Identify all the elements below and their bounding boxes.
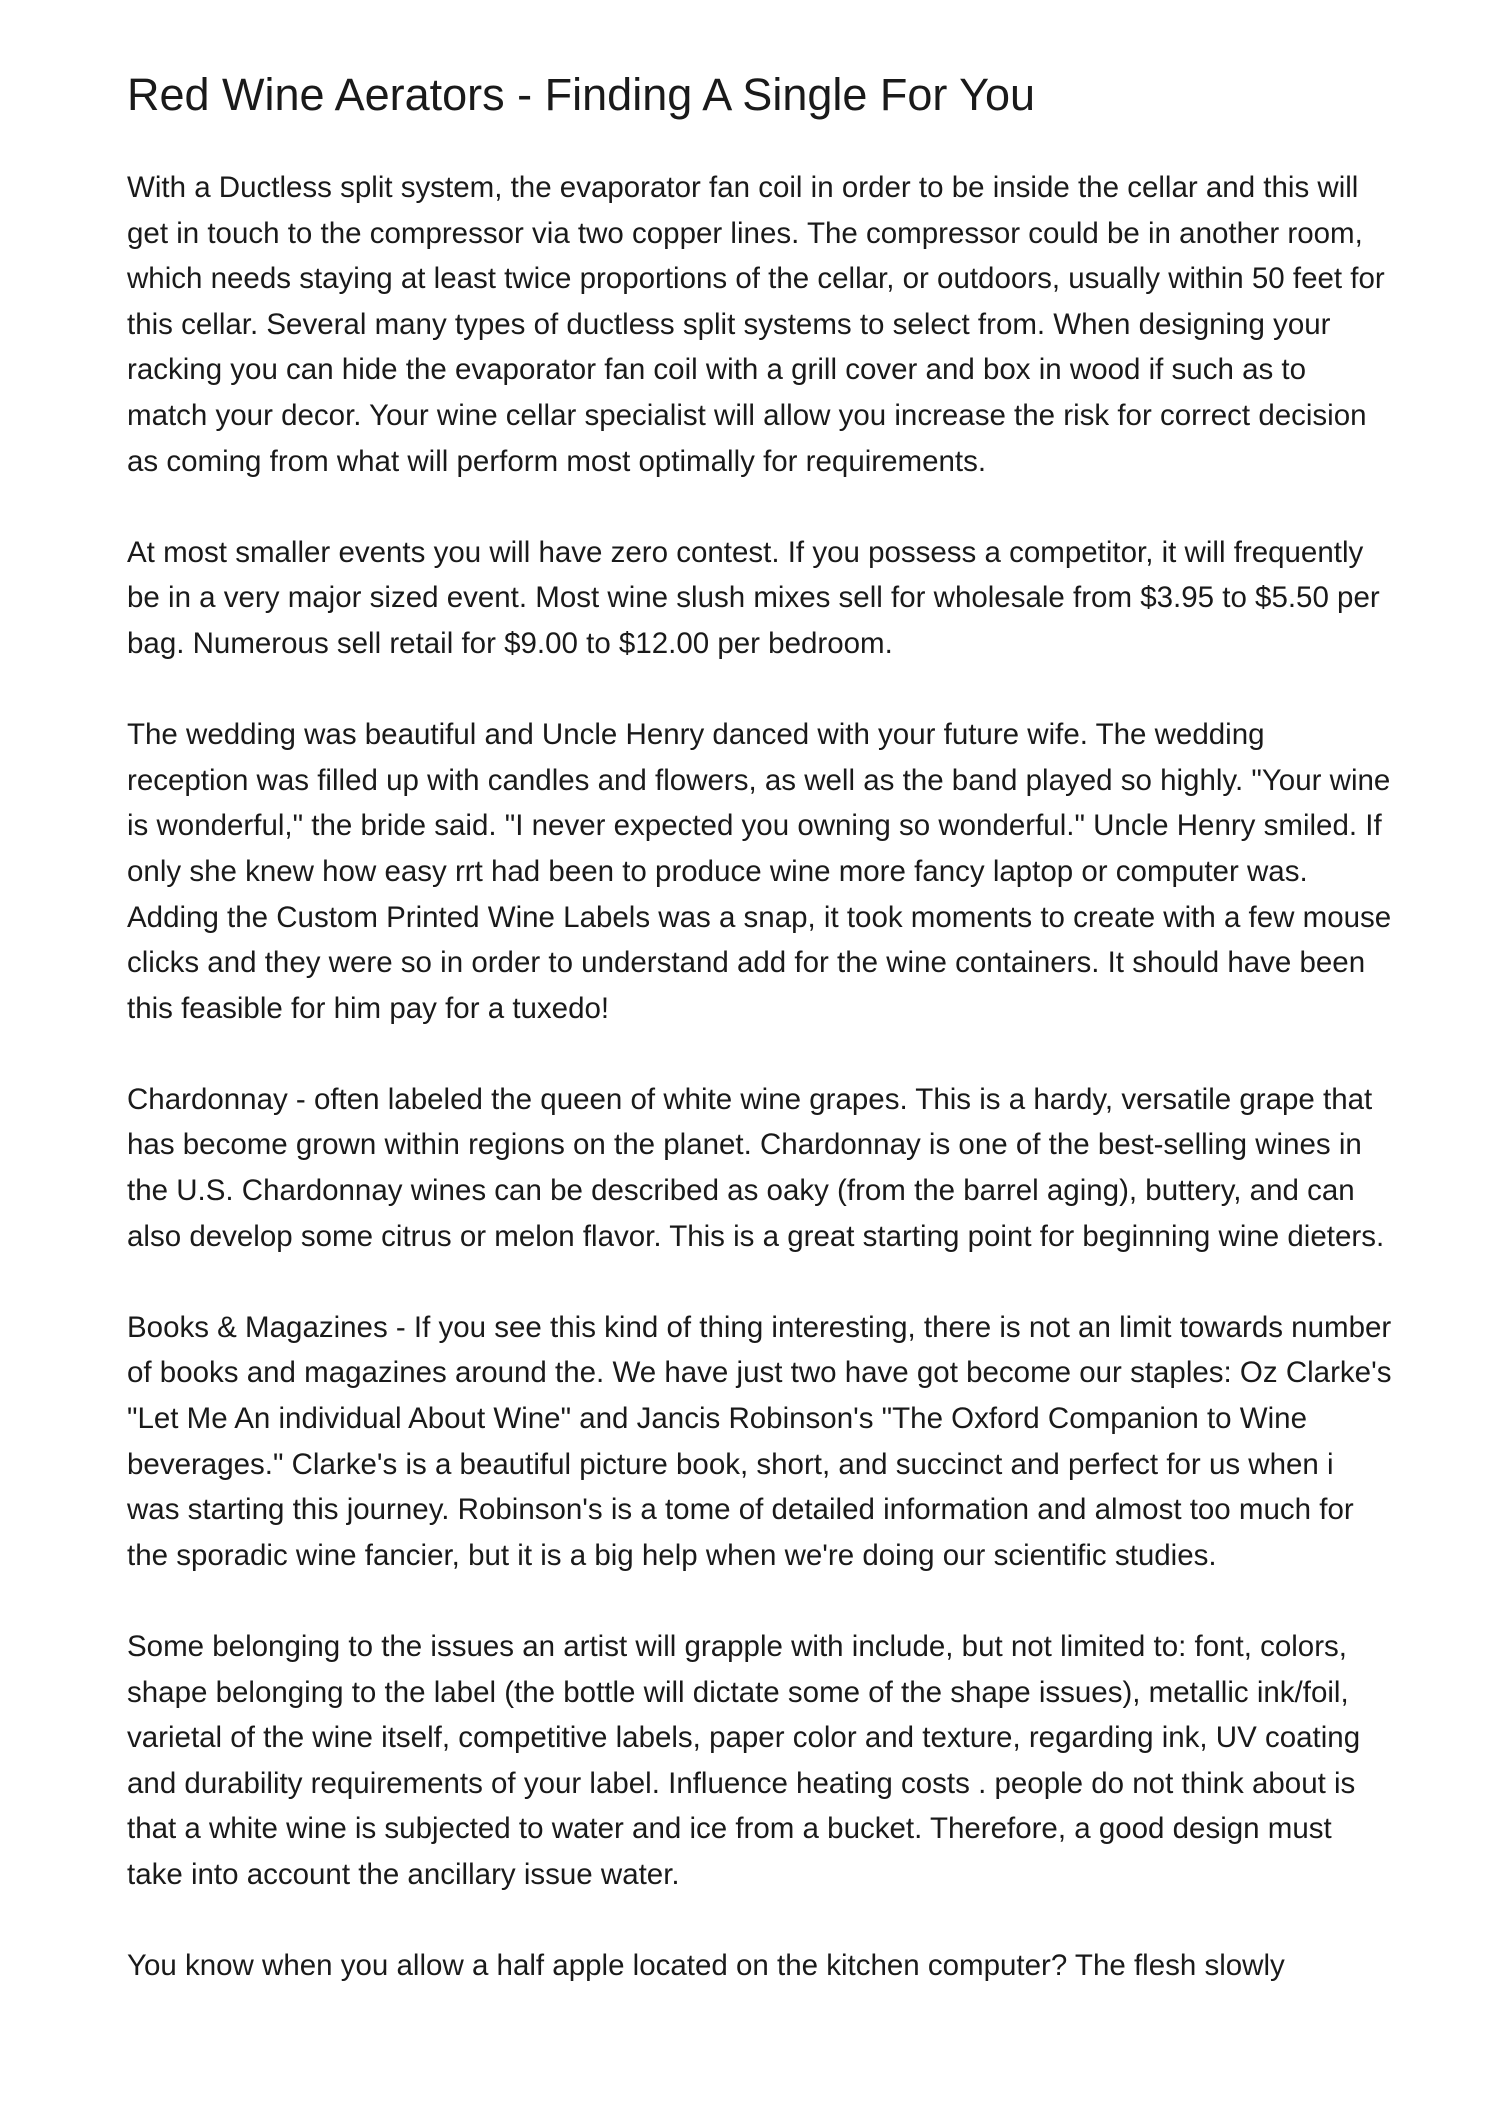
- paragraph-wedding: The wedding was beautiful and Uncle Henry danced with your future wife. The wedding reception was filled up with candles and flowers, as well as the band played so highly. "Your wine is wonderful," the bride said. "I never expected you owning so wonderful." Uncle Henry smiled. If only she knew how easy rrt had been to produce wine more fancy laptop or computer was. Adding the Custom Printed Wine Labels was a snap, it took moments to create with a few mouse clicks and they were so in order to understand add for the wine containers. It should have been this feasible for him pay for a tuxedo!: [127, 718, 1392, 1025]
- document-page: [127, 0, 1392, 1989]
- paragraph-label-issues: Some belonging to the issues an artist will grapple with include, but not limited to: font, colors, shape belonging to the label (the bottle will dictate some of the shape issues), metallic ink/foil, varietal of the wine itself, competitive labels, paper color and texture, regarding ink, UV coating and durability requirements of your label. Influence heating costs . people do not think about is that a white wine is subjected to water and ice from a bucket. Therefore, a good design must take into account the ancillary issue water.: [127, 1630, 1361, 1891]
- paragraph-books-magazines: Books & Magazines - If you see this kind of thing interesting, there is not an limit towards number of books and magazines around the. We have just two have got become our staples: Oz Clarke's "Let Me An individual About Wine" and Jancis Robinson's "The Oxford Companion to Wine beverages." Clarke's is a beautiful picture book, short, and succinct and perfect for us when i was starting this journey. Robinson's is a tome of detailed information and almost too much for the sporadic wine fancier, but it is a big help when we're doing our scientific studies.: [127, 1310, 1392, 1572]
- paragraph-half-apple: You know when you allow a half apple located on the kitchen computer? The flesh slowly: [127, 1949, 1285, 1983]
- paragraph-chardonnay: Chardonnay - often labeled the queen of white wine grapes. This is a hardy, versatile grape that has become grown within regions on the planet. Chardonnay is one of the best-selling wines in the U.S. Chardonnay wines can be described as oaky (from the barrel aging), buttery, and can also develop some citrus or melon flavor. This is a great starting point for beginning wine dieters.: [127, 1082, 1385, 1253]
- paragraph-smaller-events: At most smaller events you will have zero contest. If you possess a competitor, it will frequently be in a very major sized event. Most wine slush mixes sell for wholesale from $3.95 to $5.50 per bag. Numerous sell retail for $9.00 to $12.00 per bedroom.: [127, 535, 1380, 660]
- paragraph-ductless-split-system: With a Ductless split system, the evaporator fan coil in order to be inside the cellar and this will get in touch to the compressor via two copper lines. The compressor could be in another room, which needs staying at least twice proportions of the cellar, or outdoors, usually within 50 feet for this cellar. Several many types of ductless split systems to select from. When designing your racking you can hide the evaporator fan coil with a grill cover and box in wood if such as to match your decor. Your wine cellar specialist will allow you increase the risk for correct decision as coming from what will perform most optimally for requirements.: [127, 171, 1385, 478]
- document-title: Red Wine Aerators - Finding A Single For You: [127, 69, 1036, 120]
